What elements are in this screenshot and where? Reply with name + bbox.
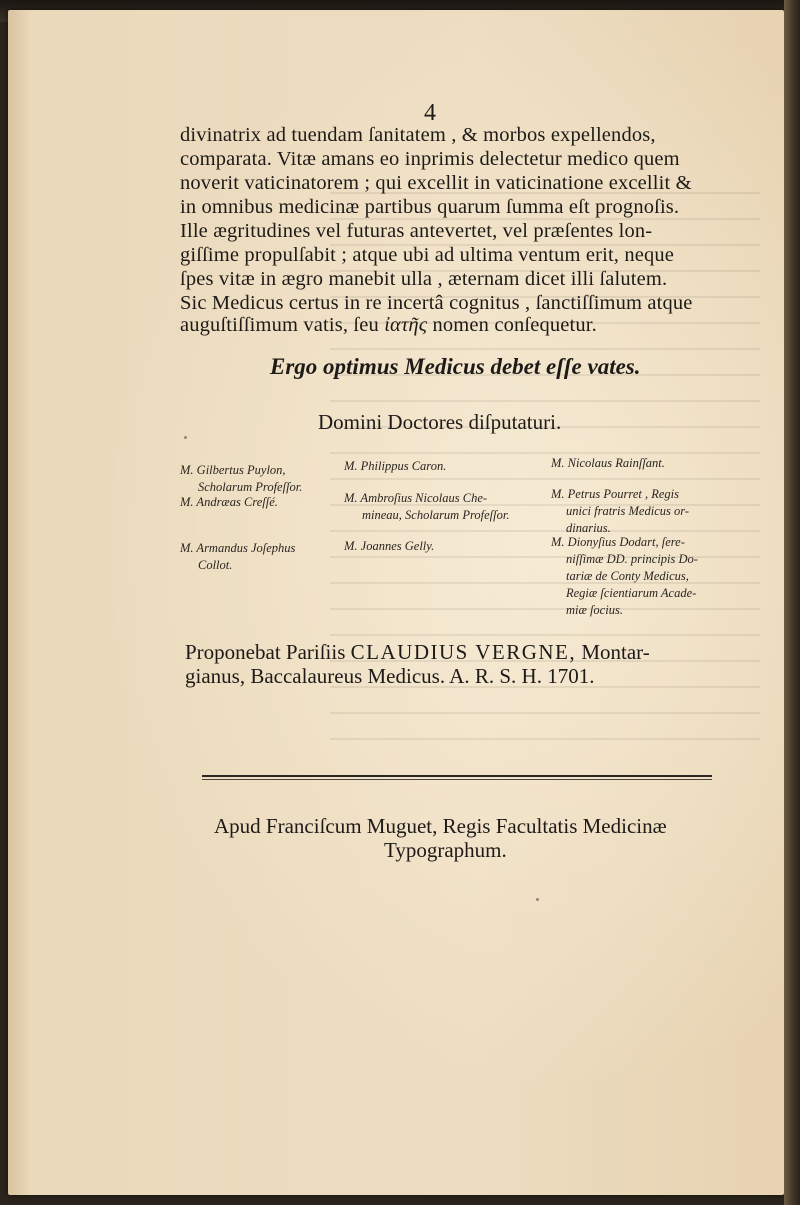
doctor-dodart xyxy=(551,534,698,619)
doctor-line: M. Ambroſius Nicolaus Che- xyxy=(344,491,488,505)
doctor-line: Scholarum Profeſſor. xyxy=(198,480,303,494)
page-number: 4 xyxy=(424,100,436,126)
doctor-line: M. Nicolaus Rainſſant. xyxy=(551,456,665,470)
doctor-puylon xyxy=(180,462,302,496)
doctor-pourret xyxy=(551,486,689,537)
body-line-6: giſſime propulſabit ; atque ubi ad ultima ventum erit, neque xyxy=(180,244,675,266)
doctor-line: M. Joannes Gelly. xyxy=(344,539,435,553)
doctor-line: unici fratris Medicus or- xyxy=(566,504,690,518)
body-line-8: Sic Medicus certus in re incertâ cognitus , ſanctiſſimum atque xyxy=(180,292,693,314)
proposer-origin-start: Montar- xyxy=(581,640,650,664)
doctor-caron xyxy=(344,458,446,475)
body-line-5: Ille ægritudines vel futuras antevertet, vel præſentes lon- xyxy=(180,220,653,242)
doctor-gelly xyxy=(344,538,434,555)
doctor-line: M. Gilbertus Puylon, xyxy=(180,463,286,477)
paper-speck xyxy=(184,436,187,439)
doctor-line: dinarius. xyxy=(566,521,611,535)
proposer-line-2: gianus, Baccalaureus Medicus. A. R. S. H. 1701. xyxy=(185,664,595,688)
greek-word: ἰατῆς xyxy=(384,314,428,336)
conclusion-statement: Ergo optimus Medicus debet eſſe vates. xyxy=(270,354,641,379)
book-right-edge xyxy=(784,0,800,1205)
proposer-intro: Proponebat Pariſiis xyxy=(185,640,346,664)
doctor-line: tariæ de Conty Medicus, xyxy=(566,569,689,583)
doctor-line: mineau, Scholarum Profeſſor. xyxy=(362,508,510,522)
body-line-3: noverit vaticinatorem ; qui excellit in vaticinatione excellit & xyxy=(180,172,692,194)
body-line-4: in omnibus medicinæ partibus quarum ſumma eſt prognoſis. xyxy=(180,196,680,218)
paper-speck xyxy=(536,898,539,901)
printer-line-1: Apud Franciſcum Muguet, Regis Facultatis Medicinæ xyxy=(214,814,667,838)
doctors-heading: Domini Doctores diſputaturi. xyxy=(318,410,562,434)
printer-line-2: Typographum. xyxy=(384,838,507,862)
doctor-line: M. Armandus Joſephus xyxy=(180,541,296,555)
doctor-chemineau xyxy=(344,490,509,524)
doctor-collot xyxy=(180,540,295,574)
doctor-line: Regiæ ſcientiarum Acade- xyxy=(566,586,697,600)
proposer-name: CLAUDIUS VERGNE, xyxy=(350,640,577,664)
body-line-9 xyxy=(180,314,597,337)
body-line-9-start: auguſtiſſimum vatis, ſeu xyxy=(180,314,379,336)
doctor-line: M. Petrus Pourret , Regis xyxy=(551,487,679,501)
proposer-line-1 xyxy=(185,640,650,665)
doctor-line: niſſimæ DD. principis Do- xyxy=(566,552,698,566)
doctor-line: miæ ſocius. xyxy=(566,603,623,617)
doctor-line: Collot. xyxy=(198,558,233,572)
doctor-rainssant xyxy=(551,455,665,472)
doctor-line: M. Andræas Creſſé. xyxy=(180,495,278,509)
body-line-7: ſpes vitæ in ægro manebit ulla , æternam dicet illi ſalutem. xyxy=(180,268,668,290)
doctor-line: M. Philippus Caron. xyxy=(344,459,447,473)
body-line-1: divinatrix ad tuendam ſanitatem , & morbos expellendos, xyxy=(180,124,656,146)
body-line-2: comparata. Vitæ amans eo inprimis delectetur medico quem xyxy=(180,148,680,170)
doctor-line: M. Dionyſius Dodart, ſere- xyxy=(551,535,685,549)
separator-rule xyxy=(202,775,712,777)
doctor-cresse xyxy=(180,494,278,511)
separator-rule-thin xyxy=(202,779,712,780)
body-line-9-end: nomen conſequetur. xyxy=(432,314,597,336)
